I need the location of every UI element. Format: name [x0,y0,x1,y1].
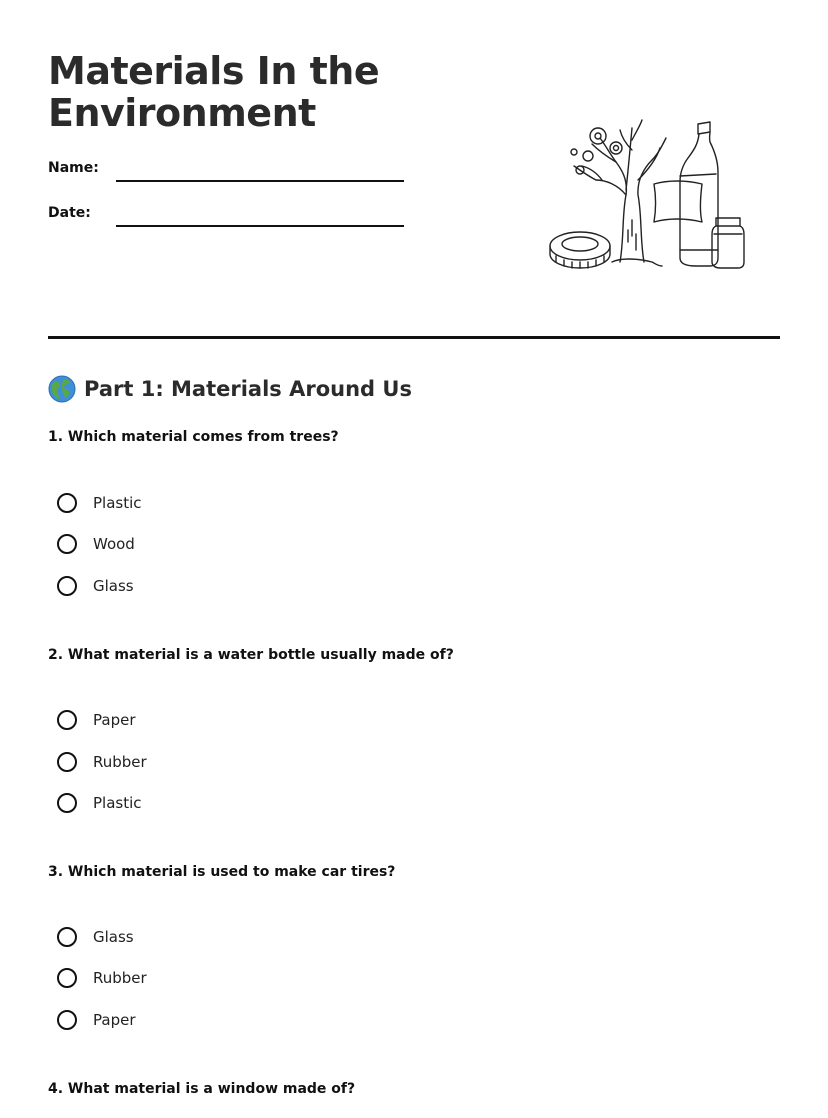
radio-button[interactable] [57,1010,77,1030]
radio-button[interactable] [57,576,77,596]
section-heading-text: Part 1: Materials Around Us [84,377,412,401]
worksheet-title: Materials In the Environment [48,49,380,135]
question-4: 4. What material is a window made of? [48,1081,356,1097]
q1-option-plastic[interactable] [57,491,142,515]
radio-button[interactable] [57,752,77,772]
q1-option-wood[interactable] [57,532,135,556]
option-label: Glass [93,928,134,946]
jar-icon [712,218,744,268]
materials-illustration [540,110,752,274]
option-label: Paper [93,1011,136,1029]
section-divider [48,336,780,339]
pillow-icon [654,181,702,222]
option-label: Wood [93,535,135,553]
q2-option-paper[interactable] [57,708,135,732]
radio-button[interactable] [57,493,77,513]
name-field[interactable] [116,180,404,182]
name-label: Name: [48,160,99,176]
radio-button[interactable] [57,534,77,554]
option-label: Rubber [93,753,147,771]
radio-button[interactable] [57,710,77,730]
q3-option-glass[interactable] [57,925,134,949]
section-heading [48,373,412,405]
tire-icon [550,232,610,268]
radio-button[interactable] [57,793,77,813]
q3-option-rubber[interactable] [57,966,147,990]
q1-option-glass[interactable] [57,574,134,598]
radio-button[interactable] [57,968,77,988]
date-label: Date: [48,205,91,221]
option-label: Plastic [93,494,142,512]
option-label: Paper [93,711,136,729]
date-field[interactable] [116,225,404,227]
q2-option-plastic[interactable] [57,791,142,815]
tree-icon [571,120,666,266]
globe-icon [48,375,76,403]
option-label: Glass [93,577,134,595]
q2-option-rubber[interactable] [57,750,147,774]
question-1: 1. Which material comes from trees? [48,429,339,445]
question-3: 3. Which material is used to make car tires? [48,864,396,880]
radio-button[interactable] [57,927,77,947]
option-label: Plastic [93,794,142,812]
q3-option-paper[interactable] [57,1008,135,1032]
option-label: Rubber [93,969,147,987]
question-2: 2. What material is a water bottle usually made of? [48,647,454,663]
